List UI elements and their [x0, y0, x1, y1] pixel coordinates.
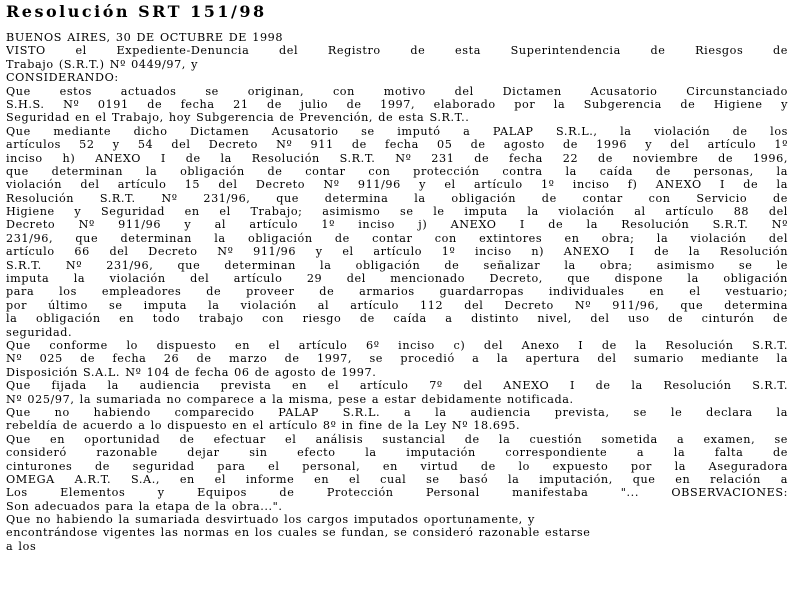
text-line: Que no habiendo comparecido PALAP S.R.L. a la audiencia prevista, se le declara la — [6, 405, 788, 419]
text-line: artículo 66 del Decreto Nº 911/96 y el artículo 1º inciso n) ANEXO I de la Resolución — [6, 245, 788, 259]
text-line: Que fijada la audiencia prevista en el artículo 7º del ANEXO I de la Resolución S.R.T. — [6, 379, 788, 393]
text-line: Trabajo (S.R.T.) Nº 0449/97, y — [6, 57, 199, 71]
text-line: artículos 52 y 54 del Decreto Nº 911 de fecha 05 de agosto de 1996 y del artículo 1º — [6, 138, 788, 152]
text-line: BUENOS AIRES, 30 DE OCTUBRE DE 1998 — [6, 31, 284, 44]
text-line: Decreto Nº 911/96 y al artículo 1º inciso j) ANEXO I de la Resolución S.R.T. Nº — [6, 218, 788, 232]
document-title: Resolución SRT 151/98 — [6, 2, 267, 21]
document — [6, 0, 788, 553]
text-line: a los — [6, 539, 37, 553]
text-line: imputa la violación del artículo 29 del mencionado Decreto, que dispone la obligación — [6, 272, 788, 286]
text-line: Que mediante dicho Dictamen Acusatorio se imputó a PALAP S.R.L., la violación de los — [6, 124, 788, 138]
text-line: la obligación en todo trabajo con riesgo de caída a distinto nivel, del uso de cinturón de — [6, 312, 788, 326]
text-line: Son adecuados para la etapa de la obra...". — [6, 499, 283, 513]
text-line: S.H.S. Nº 0191 de fecha 21 de julio de 1997, elaborado por la Subgerencia de Higiene y — [6, 97, 788, 111]
text-line: Disposición S.A.L. Nº 104 de fecha 06 de agosto de 1997. — [6, 365, 377, 379]
text-line: Que en oportunidad de efectuar el análisis sustancial de la cuestión sometida a examen, se — [6, 432, 788, 446]
text-line: Higiene y Seguridad en el Trabajo; asimismo se le imputa la violación al artículo 88 del — [6, 205, 788, 219]
text-line: cinturones de seguridad para el personal, en virtud de lo expuesto por la Aseguradora — [6, 459, 788, 473]
text-line: rebeldía de acuerdo a lo dispuesto en el artículo 8º in fine de la Ley Nº 18.695. — [6, 419, 521, 433]
document-body — [6, 31, 788, 553]
text-line: S.R.T. Nº 231/96, que determinan la obligación de señalizar la obra; asimismo se le — [6, 258, 788, 272]
text-line: seguridad. — [6, 325, 73, 339]
text-line: por último se imputa la violación al artículo 112 del Decreto Nº 911/96, que determina — [6, 298, 788, 312]
text-line: violación del artículo 15 del Decreto Nº 911/96 y el artículo 1º inciso f) ANEXO I de la — [6, 178, 788, 192]
text-line: inciso h) ANEXO I de la Resolución S.R.T. Nº 231 de fecha 22 de noviembre de 1996, — [6, 151, 788, 165]
text-line: Seguridad en el Trabajo, hoy Subgerencia de Prevención, de esta S.R.T.. — [6, 111, 470, 125]
text-line: Resolución S.R.T. Nº 231/96, que determina la obligación de contar con Servicio de — [6, 191, 788, 205]
text-line: Nº 025 de fecha 26 de marzo de 1997, se procedió a la apertura del sumario mediante la — [6, 352, 788, 366]
text-line: 231/96, que determinan la obligación de contar con extintores en obra; la violación del — [6, 231, 788, 245]
text-line: que determinan la obligación de contar con protección contra la caída de personas, la — [6, 164, 788, 178]
text-line: para los empleadores de proveer de armarios guardarropas individuales en el vestuario; — [6, 285, 788, 299]
text-line: Los Elementos y Equipos de Protección Personal manifestaba "... OBSERVACIONES: — [6, 486, 788, 500]
text-line: CONSIDERANDO: — [6, 71, 119, 85]
text-line: Nº 025/97, la sumariada no comparece a la misma, pese a estar debidamente notificada. — [6, 392, 574, 406]
text-line: VISTO el Expediente-Denuncia del Registro de esta Superintendencia de Riesgos de — [6, 44, 788, 58]
text-line: consideró razonable dejar sin efecto la imputación correspondiente a la falta de — [6, 446, 788, 460]
text-line: encontrándose vigentes las normas en los cuales se fundan, se consideró razonable estarse — [6, 526, 591, 540]
text-line: OMEGA A.R.T. S.A., en el informe en el cual se basó la imputación, que en relación a — [6, 472, 788, 486]
text-line: Que estos actuados se originan, con motivo del Dictamen Acusatorio Circunstanciado — [6, 84, 788, 98]
text-line: Que conforme lo dispuesto en el artículo 6º inciso c) del Anexo I de la Resolución S.R.T. — [6, 338, 788, 352]
text-line: Que no habiendo la sumariada desvirtuado los cargos imputados oportunamente, y — [6, 513, 535, 527]
